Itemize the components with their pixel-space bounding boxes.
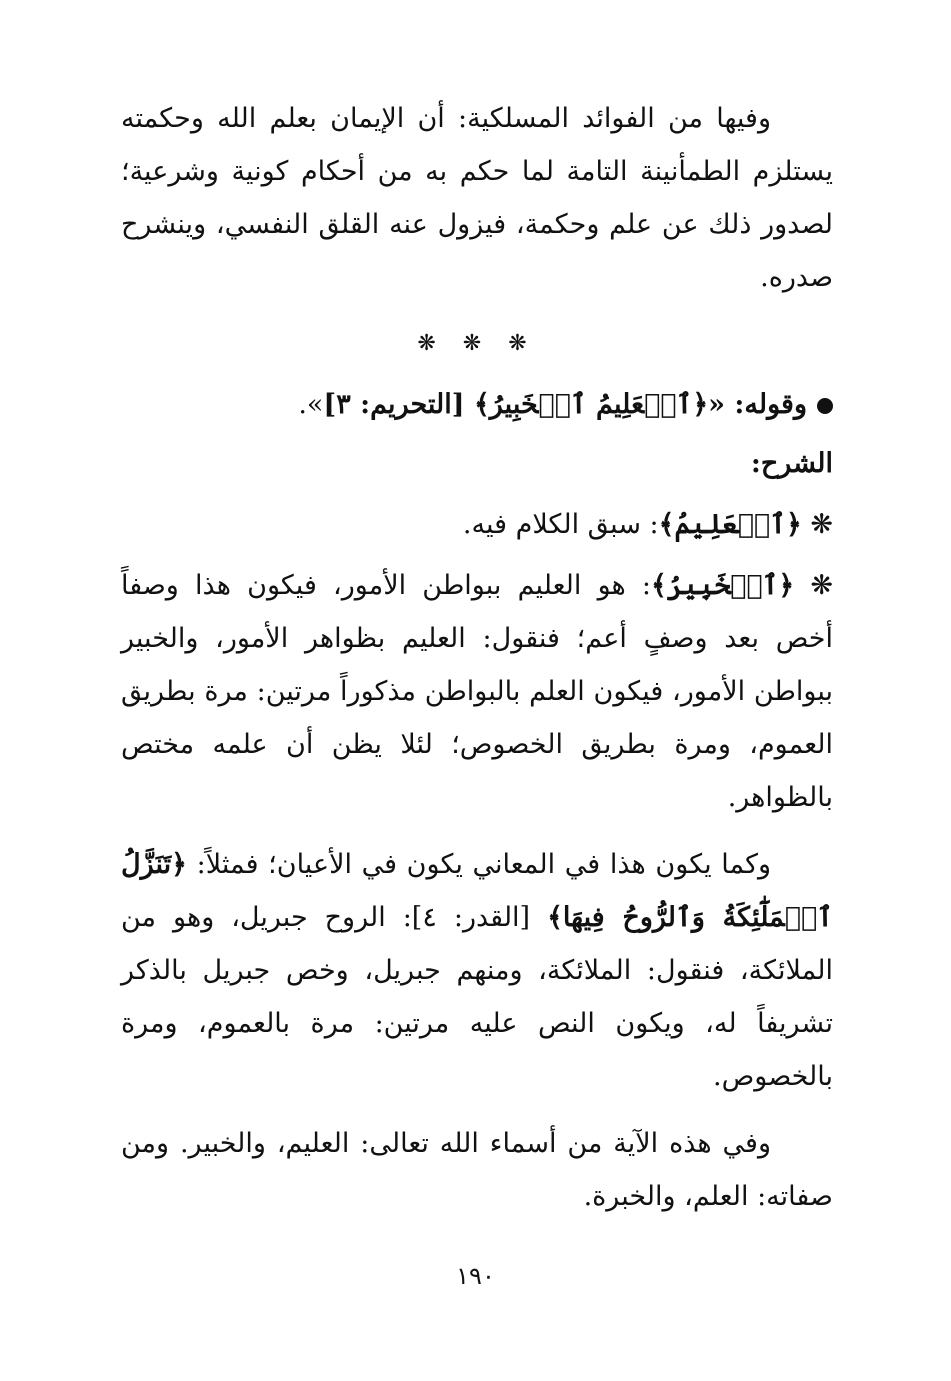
paragraph-al-alim-text: : سبق الكلام فيه. [462,509,659,540]
star-bullet-icon: ❋ [801,509,833,540]
page-number: ١٩٠ [456,1262,495,1290]
paragraph-al-khabir [121,559,833,824]
paragraph-entities-start: وكما يكون هذا في المعاني يكون في الأعيان؛ فمثلاً: [187,849,771,880]
bullet-dot-icon [817,398,833,414]
paragraph-entities-rest: [القدر: ٤]: الروح جبريل، وهو من الملائكة، فنقول: الملائكة، ومنهم جبريل، وخص جبريل بالذكر تشريفاً له، ويكون النص عليه مرتين: مرة بالعموم، ومرة بالخصوص. [121,902,833,1092]
paragraph-al-khabir-text: : هو العليم ببواطن الأمور، فيكون هذا وصفاً أخص بعد وصفٍ أعم؛ فنقول: العليم بظواهر الأمور، والخبير ببواطن الأمور، فيكون العلم بالبواطن مذكوراً مرتين: مرة بطريق العموم، ومرة بطريق الخصوص؛ لئلا يظن أن علمه مختص بالظواهر. [121,570,833,813]
paragraph-names-and-attributes: وفي هذه الآية من أسماء الله تعالى: العليم، والخبير. ومن صفاته: العلم، والخبرة. [121,1128,833,1212]
paragraph-entities-example [121,838,833,1103]
explanation-heading: الشرح: [750,448,833,479]
term-al-alim: ﴿ٱلۡعَلِيمُ﴾ [658,509,802,540]
section-separator-stars: ❋ ❋ ❋ [417,331,537,356]
verse-suffix: ». [298,389,324,420]
verse-line [121,378,833,431]
verse-reference: [التحريم: ٣] [323,389,474,420]
verse-al-qadr: ﴿تَنَزَّلُ ٱلۡمَلَٰٓئِكَةُ وَٱلرُّوحُ فِيهَا﴾ [121,849,833,933]
paragraph-al-alim [121,498,833,551]
star-bullet-icon: ❋ [794,570,834,601]
paragraph-spiritual-benefits: وفيها من الفوائد المسلكية: أن الإيمان بعلم الله وحكمته يستلزم الطمأنينة التامة لما حكم به من أحكام كونية وشرعية؛ لصدور ذلك عن علم وحكمة، فيزول عنه القلق النفسي، وينشرح صدره. [121,103,833,293]
verse-quran-text: ﴿ٱلۡعَلِيمُ ٱلۡخَبِيرُ﴾ [473,389,709,420]
page-body [121,92,833,1223]
verse-prefix: وقوله: « [708,389,807,420]
term-al-khabir: ﴿ٱلۡخَبِيرُ﴾ [651,570,795,601]
